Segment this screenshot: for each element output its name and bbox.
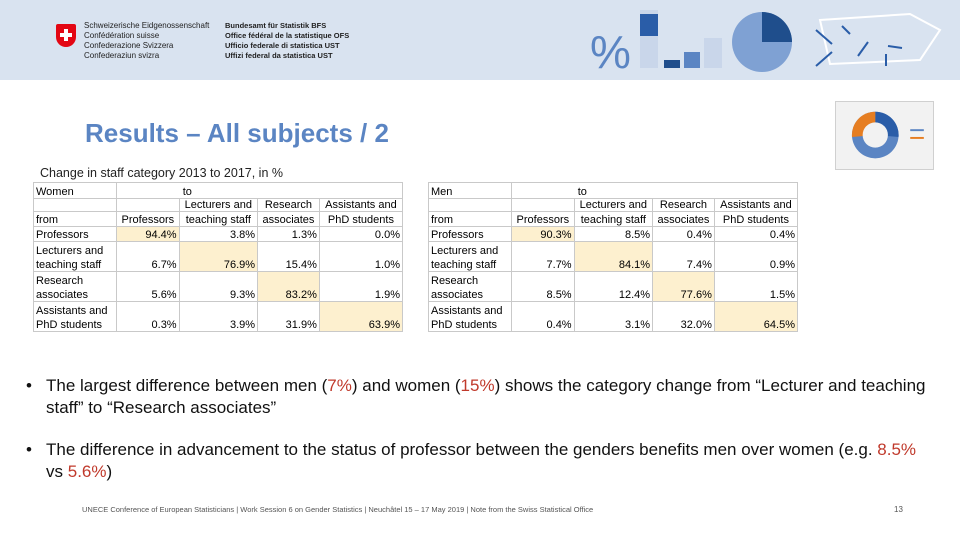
table-header-row <box>34 183 403 199</box>
table-cell: 0.3% <box>117 317 180 332</box>
bullet-marker: • <box>26 440 32 459</box>
column-header: Research <box>258 199 320 212</box>
table-cell: 84.1% <box>574 257 652 272</box>
highlight-value: 5.6% <box>67 462 107 481</box>
office-names <box>225 21 349 61</box>
federation-names <box>84 21 209 61</box>
table-cell: 63.9% <box>319 317 402 332</box>
to-label: to <box>117 183 258 199</box>
table-row <box>429 302 798 317</box>
header-band <box>0 0 960 80</box>
table-row <box>34 242 403 257</box>
table-cell: 8.5% <box>574 227 652 242</box>
column-header: associates <box>653 212 715 227</box>
bullet-item <box>26 439 926 483</box>
table-cell: 3.1% <box>574 317 652 332</box>
header-graphics <box>580 0 960 80</box>
table-row <box>429 227 798 242</box>
column-header: Professors <box>512 212 575 227</box>
bullet-item <box>26 375 926 419</box>
table-row <box>34 227 403 242</box>
highlight-value: 15% <box>460 376 495 395</box>
from-label: from <box>34 212 117 227</box>
office-name-it: Ufficio federale di statistica UST <box>225 41 340 50</box>
table-cell: 32.0% <box>653 317 715 332</box>
map-arrows-icon <box>816 14 940 66</box>
pie-chart-thumbnail <box>835 101 934 170</box>
office-name-rm: Uffizi federal da statistica UST <box>225 51 333 60</box>
men-transition-table <box>428 182 798 332</box>
column-header: PhD students <box>319 212 402 227</box>
table-row <box>34 287 403 302</box>
table-cell: 83.2% <box>258 287 320 302</box>
column-header: associates <box>258 212 320 227</box>
row-label: teaching staff <box>429 257 512 272</box>
row-label: Professors <box>429 227 512 242</box>
table-cell: 3.9% <box>179 317 257 332</box>
table-row <box>34 272 403 287</box>
page-number: 13 <box>894 505 903 514</box>
table-cell: 77.6% <box>653 287 715 302</box>
table-row <box>34 302 403 317</box>
table-row <box>429 272 798 287</box>
row-label: Research <box>429 272 512 287</box>
table-cell: 1.0% <box>319 257 402 272</box>
table-row <box>34 317 403 332</box>
slide-title: Results – All subjects / 2 <box>85 118 389 148</box>
table-cell: 12.4% <box>574 287 652 302</box>
women-transition-table <box>33 182 403 332</box>
row-label: Assistants and <box>429 302 512 317</box>
table-row <box>429 317 798 332</box>
table-cell: 3.8% <box>179 227 257 242</box>
table-row <box>34 257 403 272</box>
row-label: Lecturers and <box>34 242 117 257</box>
table-row <box>429 242 798 257</box>
percent-icon: % <box>590 26 631 78</box>
row-label: PhD students <box>429 317 512 332</box>
bullet-text: The difference in advancement to the status of professor between the genders benefits men over women (e.g. <box>46 440 878 459</box>
table-caption: Change in staff category 2013 to 2017, in % <box>40 166 283 180</box>
column-header: Research <box>653 199 715 212</box>
table-cell: 5.6% <box>117 287 180 302</box>
bullet-text: The largest difference between men ( <box>46 376 328 395</box>
federation-name-de: Schweizerische Eidgenossenschaft <box>84 21 210 30</box>
table-cell: 1.3% <box>258 227 320 242</box>
row-label: associates <box>429 287 512 302</box>
row-label: associates <box>34 287 117 302</box>
table-row <box>429 287 798 302</box>
column-header: Lecturers and <box>179 199 257 212</box>
row-label: PhD students <box>34 317 117 332</box>
footer-text: UNECE Conference of European Statisticians | Work Session 6 on Gender Statistics | Neuchâtel 15 – 17 May 2019 | Note from the Swiss Statistical Office <box>82 505 594 514</box>
bullet-text: ) shows the category change from “Lecturer and teaching staff” to “Research associates” <box>46 376 926 417</box>
table-cell: 15.4% <box>258 257 320 272</box>
row-label: Lecturers and <box>429 242 512 257</box>
bullet-marker: • <box>26 376 32 395</box>
bullet-text: vs <box>46 462 68 481</box>
from-label: from <box>429 212 512 227</box>
table-cell: 6.7% <box>117 257 180 272</box>
table-cell: 76.9% <box>179 257 257 272</box>
bullet-text: ) <box>106 462 113 481</box>
table-cell: 9.3% <box>179 287 257 302</box>
group-label: Women <box>34 183 117 199</box>
federation-name-it: Confederazione Svizzera <box>84 41 174 50</box>
table-cell: 0.4% <box>512 317 575 332</box>
swiss-coat-of-arms-icon <box>56 24 76 47</box>
column-header: teaching staff <box>574 212 652 227</box>
column-header: Assistants and <box>319 199 402 212</box>
column-header: Lecturers and <box>574 199 652 212</box>
office-name-fr: Office fédéral de la statistique OFS <box>225 31 350 40</box>
office-name-de: Bundesamt für Statistik BFS <box>225 21 327 30</box>
table-cell: 0.9% <box>714 257 797 272</box>
table-cell: 0.4% <box>653 227 715 242</box>
pie-chart-icon <box>732 12 792 72</box>
group-label: Men <box>429 183 512 199</box>
table-cell: 0.0% <box>319 227 402 242</box>
table-cell: 90.3% <box>512 227 575 242</box>
federation-name-fr: Confédération suisse <box>84 31 160 40</box>
table-cell: 1.5% <box>714 287 797 302</box>
row-label: Assistants and <box>34 302 117 317</box>
table-header-row <box>429 183 798 199</box>
bullet-text: ) and women ( <box>351 376 461 395</box>
table-cell: 7.7% <box>512 257 575 272</box>
bar-chart-icon <box>640 10 722 68</box>
column-header: Assistants and <box>714 199 797 212</box>
table-cell: 64.5% <box>714 317 797 332</box>
table-cell: 1.9% <box>319 287 402 302</box>
row-label: Research <box>34 272 117 287</box>
bullet-list <box>26 375 926 503</box>
highlight-value: 7% <box>327 376 352 395</box>
row-label: Professors <box>34 227 117 242</box>
table-cell: 8.5% <box>512 287 575 302</box>
federation-name-rm: Confederaziun svizra <box>84 51 160 60</box>
table-cell: 31.9% <box>258 317 320 332</box>
to-label: to <box>512 183 653 199</box>
table-row <box>429 257 798 272</box>
table-cell: 0.4% <box>714 227 797 242</box>
highlight-value: 8.5% <box>877 440 917 459</box>
table-cell: 7.4% <box>653 257 715 272</box>
row-label: teaching staff <box>34 257 117 272</box>
column-header: PhD students <box>714 212 797 227</box>
column-header: teaching staff <box>179 212 257 227</box>
table-cell: 94.4% <box>117 227 180 242</box>
column-header: Professors <box>117 212 180 227</box>
